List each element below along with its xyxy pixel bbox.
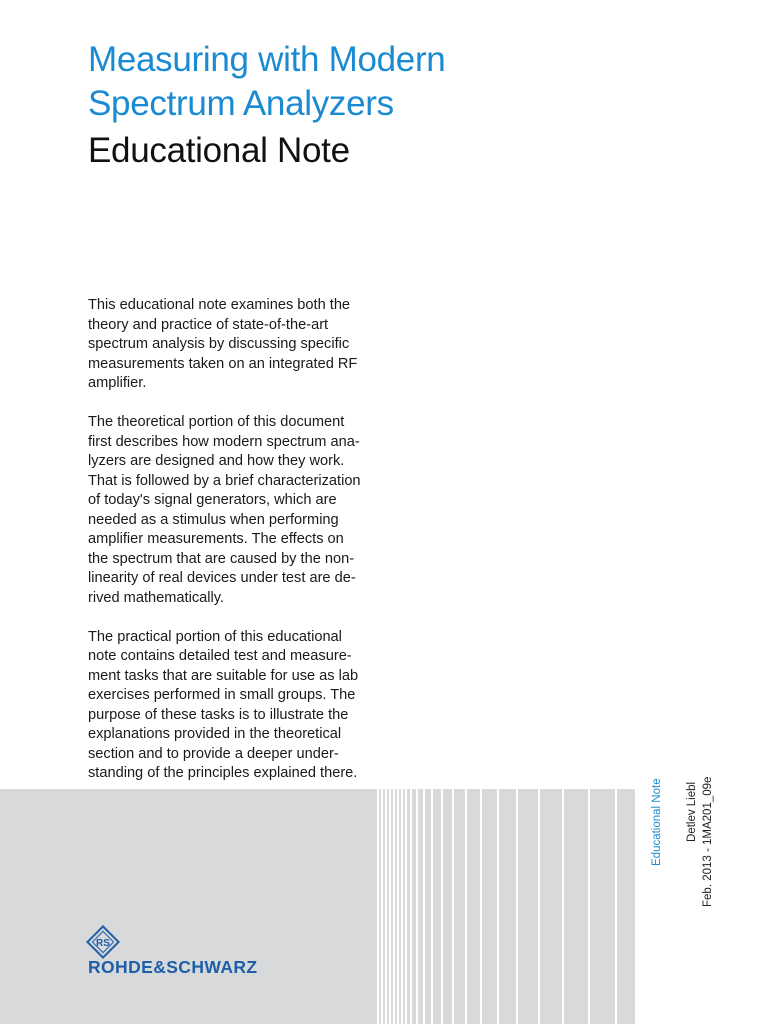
title-line-1: Measuring with Modern [88, 40, 446, 79]
company-logo-text: ROHDE&SCHWARZ [88, 957, 258, 977]
doc-type-label: Educational Note [651, 778, 663, 866]
abstract-paragraph-3: The practical portion of this educational note contains detailed test and measure- ment tasks that are suitable for use as lab exercises performed in small groups. The purpose of these tasks is to illustrate the explanations provided in the theoretical section and to provide a deeper under- standing of the principles explained there. [88, 628, 359, 781]
author-name: Detlev Liebl [686, 781, 698, 842]
subtitle: Educational Note [88, 131, 350, 170]
svg-text:RS: RS [96, 938, 110, 949]
date-code: Feb. 2013 - 1MA201_09e [702, 776, 714, 907]
title-line-2: Spectrum Analyzers [88, 84, 394, 123]
abstract-paragraph-2: The theoretical portion of this document first describes how modern spectrum ana- lyzers are designed and how they work. That is followed by a brief characterization of today's signal generators, which are needed as a stimulus when performing amplifier measurements. The effects on the spectrum that are caused by the non- linearity of real devices under test are de- rived mathematically. [88, 414, 361, 606]
abstract-paragraph-1: This educational note examines both the theory and practice of state-of-the-art spectrum analysis by discussing specific measurements taken on an integrated RF amplifier. [88, 297, 358, 391]
abstract [88, 296, 388, 803]
title-block [88, 38, 445, 173]
rohde-schwarz-emblem-icon [86, 925, 120, 959]
